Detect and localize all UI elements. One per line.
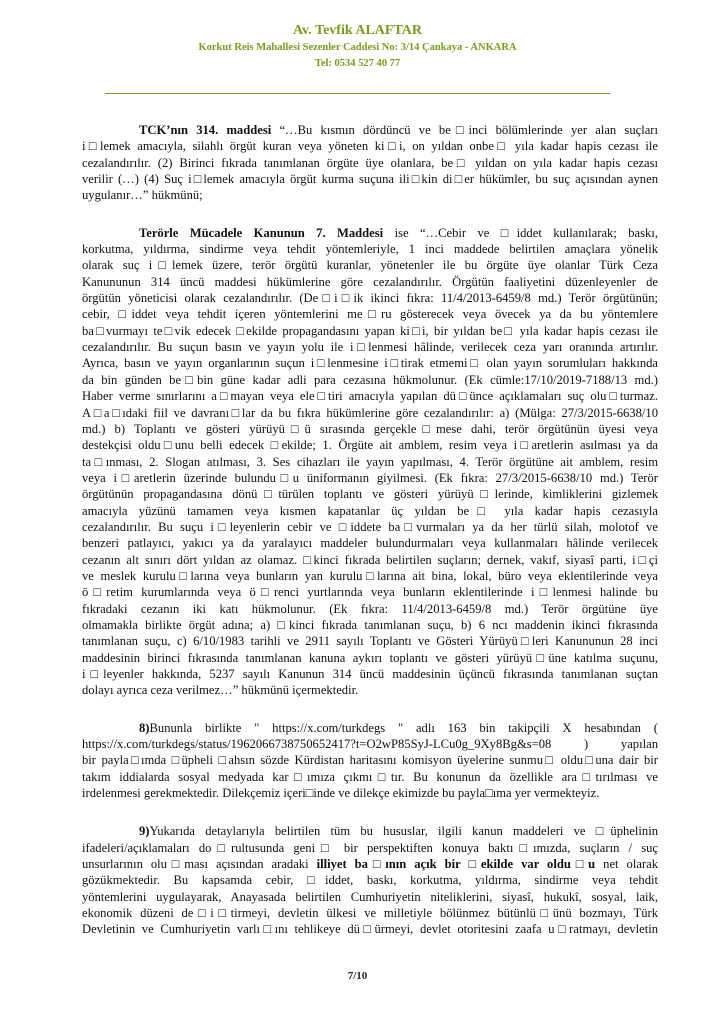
text-line: 9)Yukarıda detaylarıyla belirtilen tüm bu hususlar, ilgili kanun maddeleri ve □üphelinin <box>139 824 658 839</box>
text-line: https://x.com/turkdegs/status/1962066738750652417?t=O2wP85SyJ-LCu0g_9Xy8Bg&s=08 ) yapılan <box>82 737 658 752</box>
text-line: irdelenmesi gerekmektedir. Dilekçemiz içeri□inde ve dilekçe ekimizde bu payla□ıma yer vermekteyiz. <box>82 786 600 801</box>
text-line: uygulanır…” hükmünü; <box>82 188 203 203</box>
law-article-title: Terörle Mücadele Kanunun 7. Maddesi <box>139 225 384 240</box>
office-address: Korkut Reis Mahallesi Sezenler Caddesi No: 3/14 Çankaya - ANKARA <box>198 42 517 53</box>
text-line: ve meslek kurulu□larına veya bunların yan kurulu□larına ait bina, lokal, büro veya eklentilerinde veya <box>82 568 658 583</box>
text-line: cezalandırılır. Bu suçu i□leyenlerin cebir ve □iddete ba□vurmaları ya da her türlü silah, molotof ve <box>82 519 658 534</box>
text-line: takım iddialarda sosyal medyada kar□ımıza çıkmı□tır. Bu konunun da özellikle ara□tırılması ve <box>82 769 658 784</box>
text-line: cezalandırılır. (2) Birinci fıkrada tanımlanan örgüte üye olanlara, be□ yıldan on yıla kadar hapis cezası <box>82 155 658 170</box>
text-line: Haber verme sınırlarını a□mayan veya ele□tiri amacıyla yapılan dü□ünce açıklamaları suç olu□turmaz. <box>82 389 658 404</box>
paragraph-tck-314 <box>82 122 658 204</box>
text-line: örgütünün propagandasına dönü□türülen toplantı ve gösteri yürüyü□lerinde, kimliklerini gizlemek <box>82 487 658 502</box>
text-line: i□leyenler hakkında, 5237 sayılı Kanunun 314 üncü maddesinin üçüncü fıkrasında tanımlanan suçtan <box>82 667 658 681</box>
text-line: Terörle Mücadele Kanunun 7. Maddesi ise “…Cebir ve □iddet kullanılarak; baskı, <box>139 225 658 240</box>
text-line: i□lemek amacıyla, silahlı örgüt kuran veya yöneten ki□i, on yıldan onbe□ yıla kadar hapis cezası ile <box>82 139 658 154</box>
paragraph-9 <box>82 823 658 937</box>
text-line: olarak suç i□lemek üzere, terör örgütü kuranlar, yönetenler ile bu örgüte üye olanlar Türk Ceza <box>82 258 658 273</box>
text-line: Kanununun 314 üncü maddesi hükümlerine göre cezalandırılır. Örgütün faaliyetini düzenleyenler de <box>82 274 658 289</box>
text-line: Ayrıca, basın ve yayın organlarının suçun i□lenmesine i□tirak etmemi□ olan yayın sorumluları hakkında <box>82 356 658 371</box>
text-line: örgütün yöneticisi olarak cezalandırılır. (De□i□ik ikinci fıkra: 11/4/2013-6459/8 md.) Terör örgütünün; <box>82 291 658 306</box>
text-line: maddesinin birinci fıkrasında tanımlanan kanuna aykırı toplantı ve gösteri yürüyü□üne katılma suçunu, <box>82 650 658 665</box>
paragraph-number: 9) <box>139 824 150 839</box>
text-line: veya i□aretlerin üzerinde bulundu□u üniformanın giyilmesi. (Ek fıkra: 27/3/2015-6638/10 md.) Terör <box>82 470 658 485</box>
text-line: cebir, □iddet veya tehdit içeren yöntemlerini me□ru gösterecek veya övecek ya da bu yöntemlere <box>82 307 658 322</box>
text-line: ö□retim kurumlarında veya ö□renci yurtlarında veya bunların eklentilerinde i□lenmesi halinde bu <box>82 585 658 600</box>
text-line: benzeri patlayıcı, yakıcı ya da yaralayıcı maddeler bulundurmaları veya kullanmaları hâlinde verilecek <box>82 536 658 551</box>
text-line: cezanın alt sınırı dört yıldan az olamaz. □kinci fıkrada belirtilen suçların; dernek, vakıf, siyasî parti, i□çi <box>82 552 658 567</box>
paragraph-number: 8) <box>139 720 150 735</box>
text-line: da bin günden be□bin güne kadar adli para cezasına hükmolunur. (Ek cümle:17/10/2019-7188/13 md.) <box>82 372 658 387</box>
text-line: gözükmektedir. Bu kapsamda cebir, □iddet, baskı, korkutma, yıldırma, sindirme veya tehdit <box>82 873 658 888</box>
text-line: ta□ınması, 2. Slogan atılması, 3. Ses cihazları ile yayın yapılması, 4. Terör örgütüne ait amblem, resim <box>82 454 658 469</box>
text-line: unsurlarının olu□ması açısından aradaki illiyet ba□ının açık bir □ekilde var oldu□u net olarak <box>82 857 658 872</box>
lawyer-name: Av. Tevfik ALAFTAR <box>292 23 422 38</box>
text-line: destekçisi oldu□unu belli edecek □ekilde; 1. Örgüte ait amblem, resim veya i□aretlerin asılması ya da <box>82 438 658 453</box>
text-line: 8)Bununla birlikte " https://x.com/turkdegs " adlı 163 bin takipçili X hesabından ( <box>139 720 658 735</box>
letterhead <box>0 22 715 72</box>
text-line: yöntemlerini uygulayarak, Anayasada belirtilen Cumhuriyetin niteliklerini, siyasî, hukukî, sosyal, laik, <box>82 889 658 904</box>
text-line: cezalandırılır. Bu suçun basın ve yayın yolu ile i□lenmesi hâlinde, verilecek ceza yarı oranında artırılır. <box>82 340 658 355</box>
text-line: korkutma, yıldırma, sindirme veya tehdit yöntemleriyle, 1 inci maddede belirtilen amaçlara yönelik <box>82 242 658 257</box>
text-line: md.) b) Toplantı ve gösteri yürüyü□ü sırasında gerçekle□mese dahi, terör örgütünün üyesi veya <box>82 421 658 436</box>
text-line: dolayı ayrıca ceza verilmez…” hükmünü içermektedir. <box>82 683 359 698</box>
text-line: verilir (…) (4) Suç i□lemek amacıyla örgüt kurma suçuna ili□kin di□er hükümler, bu suç açısından aynen <box>82 172 658 187</box>
text-line: Devletinin ve Cumhuriyetin varlı□ını tehlikeye dü□ürmeyi, devlet otoritesini zaafa u□ratmayı, devletin <box>82 922 658 937</box>
document-body <box>82 122 658 959</box>
paragraph-tmk-7 <box>82 225 658 699</box>
page-number: 7/10 <box>347 970 368 982</box>
text-line: bir payla□ımda □üpheli □ahsın sözde Kürdistan haritasını komisyon üyelerine sunmu□ oldu□una dair bir <box>82 753 658 768</box>
emphasis-text: illiyet ba□ının açık bir □ekilde var oldu□u <box>316 857 596 872</box>
text-line: fıkradaki cezanın iki katı hükmolunur. (Ek fıkra: 11/4/2013-6459/8 md.) Terör örgütüne üye <box>82 601 658 616</box>
law-article-title: TCK’nın 314. maddesi <box>139 123 272 137</box>
text-line: TCK’nın 314. maddesi “…Bu kısmın dördüncü ve be□inci bölümlerinde yer alan suçları <box>139 123 658 137</box>
letterhead-divider <box>105 93 610 94</box>
text-line: ba□vurmayı te□vik edecek □ekilde propagandasını yapan ki□i, bir yıldan be□ yıla kadar hapis cezası ile <box>82 323 658 338</box>
text-line: olmamakla birlikte örgüt adına; a) □kinci fıkrada tanımlanan suçu, b) 6 ncı maddenin ikinci fıkrasında <box>82 617 658 632</box>
text-line: tanımlanan suçu, c) 6/10/1983 tarihli ve 2911 sayılı Toplantı ve Gösteri Yürüyü□leri Kanununun 28 inci <box>82 634 658 649</box>
text-line: ekonomik düzeni de□i□tirmeyi, devletin ülkesi ve milletiyle bölünmez bütünlü□ünü bozmayı, Türk <box>82 906 658 921</box>
text-line: amacıyla yüzünü tamamen veya kısmen kapatanlar üç yıldan be□ yıla kadar hapis cezasıyla <box>82 503 658 518</box>
text-line: A□a□ıdaki fiil ve davranı□lar da bu fıkra hükümlerine göre cezalandırılır: a) (Mülga: 27/3/2015-6638/10 <box>82 405 658 420</box>
paragraph-8 <box>82 720 658 802</box>
text-line: ifadeleri/açıklamaları do□rultusunda geni□ bir perspektiften konuya baktı□ımızda, suçların / suç <box>82 840 658 855</box>
office-phone: Tel: 0534 527 40 77 <box>314 58 401 69</box>
